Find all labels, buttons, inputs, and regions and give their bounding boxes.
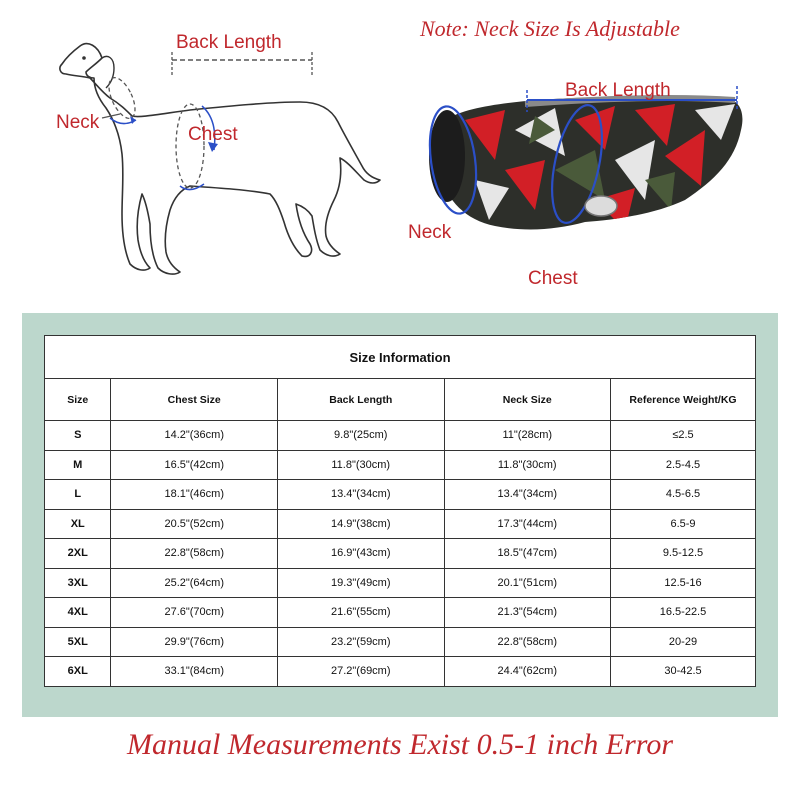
chest-size-cell: 14.2"(36cm) [111,421,278,451]
size-cell: S [45,421,111,451]
neck-size-cell: 11.8"(30cm) [444,450,611,480]
back-length-cell: 16.9"(43cm) [277,539,444,569]
table-row [45,627,756,657]
size-cell: 2XL [45,539,111,569]
coat-collar [429,110,465,202]
reference-weight-cell: ≤2.5 [611,421,756,451]
chest-size-cell: 18.1"(46cm) [111,480,278,510]
size-cell: 6XL [45,657,111,687]
coat-chest-label: Chest [528,268,578,289]
neck-adjustable-note: Note: Neck Size Is Adjustable [420,16,680,41]
reference-weight-cell: 9.5-12.5 [611,539,756,569]
table-title: Size Information [45,336,756,379]
chest-size-cell: 16.5"(42cm) [111,450,278,480]
neck-size-cell: 20.1"(51cm) [444,568,611,598]
back-length-cell: 14.9"(38cm) [277,509,444,539]
size-cell: M [45,450,111,480]
chest-size-cell: 25.2"(64cm) [111,568,278,598]
reference-weight-cell: 4.5-6.5 [611,480,756,510]
dog-back-length-label: Back Length [176,32,282,53]
back-length-cell: 19.3"(49cm) [277,568,444,598]
coat-back-length-label: Back Length [565,80,671,101]
reference-weight-cell: 16.5-22.5 [611,598,756,628]
table-row [45,450,756,480]
neck-size-cell: 21.3"(54cm) [444,598,611,628]
neck-size-cell: 18.5"(47cm) [444,539,611,569]
dog-chest-label: Chest [188,124,238,145]
measurement-error-note: Manual Measurements Exist 0.5-1 inch Error [126,728,674,761]
size-table [44,335,756,687]
back-length-cell: 27.2"(69cm) [277,657,444,687]
header-reference-weight: Reference Weight/KG [611,379,756,421]
chest-size-cell: 29.9"(76cm) [111,627,278,657]
reference-weight-cell: 20-29 [611,627,756,657]
neck-size-cell: 17.3"(44cm) [444,509,611,539]
chest-size-cell: 27.6"(70cm) [111,598,278,628]
table-row [45,598,756,628]
back-length-cell: 13.4"(34cm) [277,480,444,510]
back-length-cell: 9.8"(25cm) [277,421,444,451]
chest-size-cell: 20.5"(52cm) [111,509,278,539]
table-header-row [45,379,756,421]
dog-neck-label: Neck [56,112,100,133]
dog-silhouette [60,44,380,274]
header-back-length: Back Length [277,379,444,421]
size-cell: XL [45,509,111,539]
size-cell: L [45,480,111,510]
table-row [45,568,756,598]
neck-size-cell: 13.4"(34cm) [444,480,611,510]
table-row [45,657,756,687]
header-size: Size [45,379,111,421]
coat-neck-label: Neck [408,222,452,243]
reference-weight-cell: 2.5-4.5 [611,450,756,480]
table-row [45,421,756,451]
size-cell: 3XL [45,568,111,598]
chest-size-cell: 33.1"(84cm) [111,657,278,687]
reference-weight-cell: 6.5-9 [611,509,756,539]
chest-size-cell: 22.8"(58cm) [111,539,278,569]
back-length-cell: 11.8"(30cm) [277,450,444,480]
neck-size-cell: 24.4"(62cm) [444,657,611,687]
dog-outline-diagram [40,18,400,308]
neck-size-cell: 22.8"(58cm) [444,627,611,657]
back-length-cell: 23.2"(59cm) [277,627,444,657]
size-cell: 5XL [45,627,111,657]
table-row [45,480,756,510]
table-row [45,509,756,539]
back-length-cell: 21.6"(55cm) [277,598,444,628]
neck-size-cell: 11"(28cm) [444,421,611,451]
header-neck-size: Neck Size [444,379,611,421]
size-cell: 4XL [45,598,111,628]
reference-weight-cell: 12.5-16 [611,568,756,598]
table-row [45,539,756,569]
header-chest-size: Chest Size [111,379,278,421]
reference-weight-cell: 30-42.5 [611,657,756,687]
table-title-row [45,336,756,379]
